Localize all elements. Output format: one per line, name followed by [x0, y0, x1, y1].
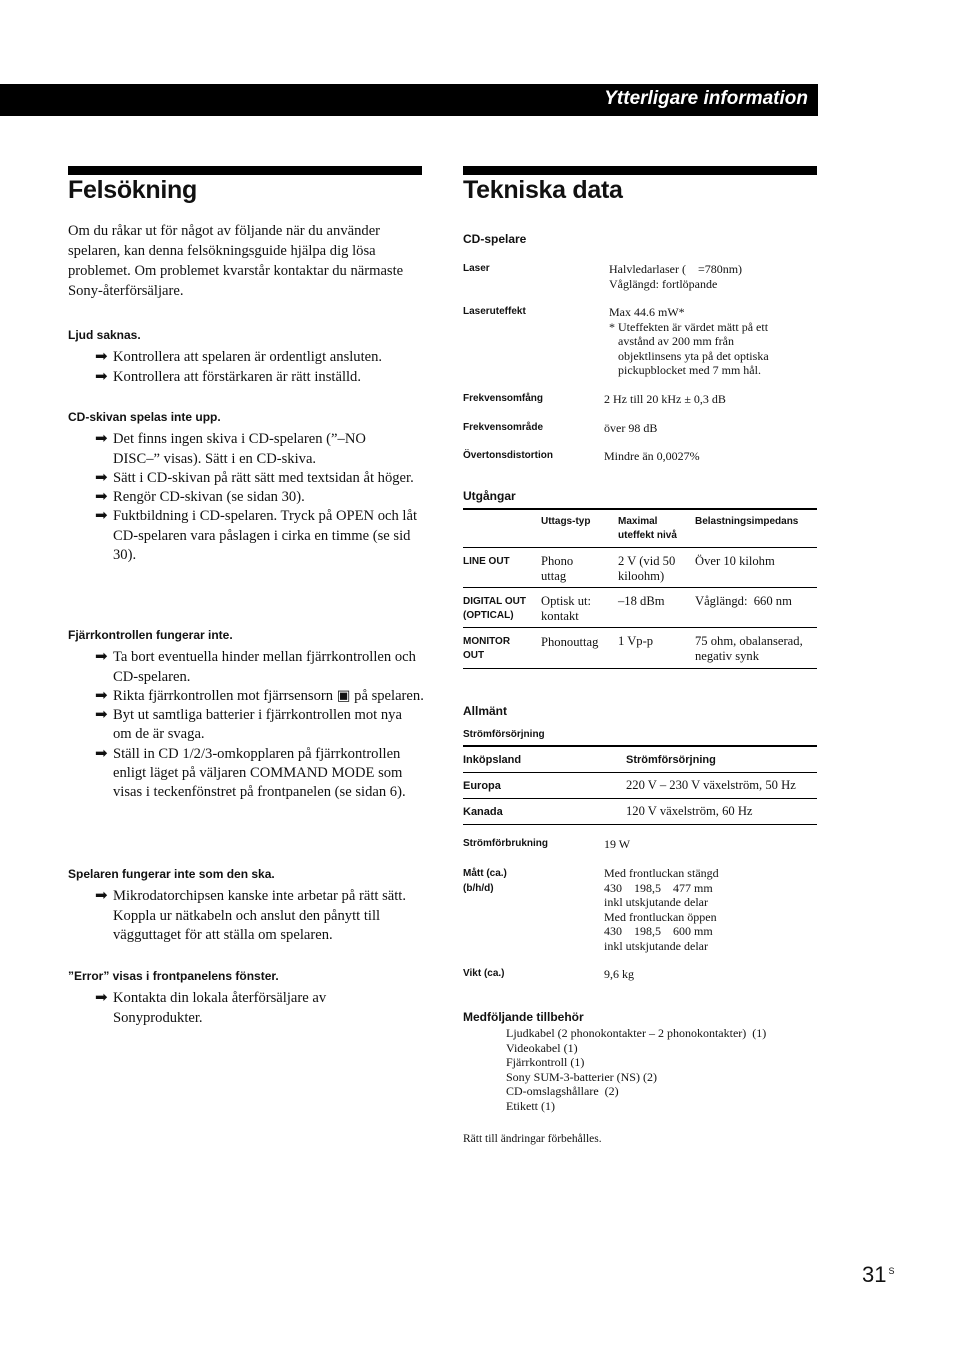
- spec-label: Frekvensomfång: [463, 393, 544, 404]
- list-item: ➡ Fuktbildning i CD-spelaren. Tryck på OPEN och låt CD-spelaren vara påslagen i cirka en timme (se sid 30).: [95, 508, 418, 564]
- table-cell: 120 V växelström, 60 Hz: [626, 804, 753, 818]
- table-cell: 2 V (vid 50 kiloohm): [618, 554, 676, 583]
- column-header: Inköpsland: [463, 754, 522, 766]
- list-item: ➡ Kontakta din lokala återförsäljare av Sonyprodukter.: [95, 990, 327, 1026]
- section-player-malfunction: [68, 865, 424, 945]
- table-cell: –18 dBm: [618, 594, 665, 608]
- section-remote-not-working: [68, 626, 424, 803]
- table-cell: LINE OUT: [463, 556, 510, 567]
- column-header: Maximal uteffekt nivå: [618, 516, 677, 541]
- troubleshooting-title: Felsökning: [68, 176, 197, 204]
- spec-label: Laser: [463, 263, 490, 274]
- list-item: ➡ Mikrodatorchipsen kanske inte arbetar på rätt sätt. Koppla ur nätkabeln och anslut den pånytt till vägguttaget för att ställa om spelaren.: [95, 888, 406, 943]
- table-rule: [463, 824, 817, 825]
- section-cd-not-playing: [68, 408, 424, 565]
- section-error-display: [68, 967, 424, 1028]
- table-rule: [463, 627, 817, 628]
- spec-label: Mått (ca.) (b/h/d): [463, 868, 507, 894]
- arrow-icon: ➡: [95, 990, 108, 1007]
- spec-value: Mindre än 0,0027%: [604, 449, 700, 463]
- arrow-icon: ➡: [95, 349, 108, 366]
- spec-label: Frekvensområde: [463, 422, 544, 433]
- left-title-rule: [68, 166, 422, 175]
- arrow-icon: ➡: [95, 469, 108, 486]
- table-cell: Optisk ut: kontakt: [541, 594, 592, 623]
- table-rule: [463, 772, 817, 773]
- list-item: ➡ Kontrollera att förstärkaren är rätt inställd.: [68, 368, 424, 387]
- table-rule: [463, 798, 817, 799]
- spec-label: Vikt (ca.): [463, 968, 505, 979]
- spec-value: 2 Hz till 20 kHz ± 0,3 dB: [604, 392, 726, 406]
- cd-player-heading: CD-spelare: [463, 232, 527, 246]
- spec-value: Med frontluckan stängd 430 198,5 477 mm inkl utskjutande delar Med frontluckan öppen 430 198,5 600 mm inkl utskjutande delar: [604, 866, 719, 953]
- spec-value: 19 W: [604, 837, 631, 851]
- banner-title: Ytterligare information: [604, 88, 808, 109]
- list-item: ➡ Rengör CD-skivan (se sidan 30).: [68, 488, 424, 507]
- spec-label: Laseruteffekt: [463, 306, 526, 317]
- arrow-icon: ➡: [95, 489, 108, 506]
- arrow-icon: ➡: [95, 368, 108, 385]
- spec-value: Halvledarlaser ( =780nm) Våglängd: fortlöpande: [609, 262, 743, 291]
- spec-value: över 98 dB: [604, 421, 658, 435]
- section-no-sound: [68, 326, 424, 387]
- table-cell: Phonouttag: [541, 635, 599, 649]
- section-heading: Fjärrkontrollen fungerar inte.: [68, 628, 233, 642]
- column-header: Strömförsörjning: [626, 754, 716, 766]
- table-cell: 1 Vp-p: [618, 634, 654, 648]
- outputs-heading: Utgångar: [463, 489, 516, 503]
- spec-label: Strömförbrukning: [463, 838, 548, 849]
- table-cell: Över 10 kilohm: [695, 554, 775, 568]
- right-title-rule: [463, 166, 817, 175]
- disclaimer-note: Rätt till ändringar förbehålles.: [463, 1133, 602, 1145]
- page-number: 31 $^S$: [862, 1262, 895, 1287]
- arrow-icon: ➡: [95, 707, 108, 724]
- power-supply-label: Strömförsörjning: [463, 729, 545, 740]
- spec-value: Max 44.6 mW* * Uteffekten är värdet mätt på ett avstånd av 200 mm från objektlinsens yta på det optiska pickupblocket med 7 mm hål.: [609, 305, 769, 377]
- arrow-icon: ➡: [95, 649, 108, 666]
- table-rule: [463, 587, 817, 588]
- table-cell: Phono uttag: [541, 554, 574, 583]
- list-item: ➡ Ställ in CD 1/2/3-omkopplaren på fjärrkontrollen enligt läget på väljaren COMMAND MODE som visas i teckenfönstret på frontpanelen (se sidan 6).: [95, 745, 406, 801]
- section-heading: Spelaren fungerar inte som den ska.: [68, 867, 275, 881]
- accessories-heading: Medföljande tillbehör: [463, 1010, 584, 1024]
- arrow-icon: ➡: [95, 508, 108, 525]
- accessories-list: Ljudkabel (2 phonokontakter – 2 phonokontakter) (1) Videokabel (1) Fjärrkontroll (1) Sony SUM-3-batterier (NS) (2) CD-omslagshållare (2) Etikett (1): [506, 1026, 767, 1113]
- section-heading: ”Error” visas i frontpanelens fönster.: [68, 969, 279, 983]
- table-cell: Europa: [463, 780, 501, 792]
- arrow-icon: ➡: [95, 687, 108, 704]
- table-cell: 75 ohm, obalanserad, negativ synk: [695, 634, 803, 663]
- list-item: ➡ Byt ut samtliga batterier i fjärrkontrollen mot nya om de är svaga.: [95, 707, 402, 743]
- table-rule: [463, 547, 817, 548]
- arrow-icon: ➡: [95, 431, 108, 448]
- list-item: ➡ Rikta fjärrkontrollen mot fjärrsensorn ▣ på spelaren.: [68, 687, 424, 706]
- arrow-icon: ➡: [95, 745, 108, 762]
- general-heading: Allmänt: [463, 704, 508, 718]
- table-cell: Våglängd: 660 nm: [695, 594, 792, 608]
- table-rule: [463, 508, 817, 510]
- page-suffix: S: [888, 1266, 895, 1276]
- arrow-icon: ➡: [95, 888, 108, 905]
- spec-label: Övertonsdistortion: [463, 450, 554, 461]
- column-header: Uttags-typ: [541, 516, 591, 527]
- table-cell: MONITOR OUT: [463, 636, 511, 661]
- table-cell: Kanada: [463, 806, 503, 818]
- table-cell: DIGITAL OUT (OPTICAL): [463, 596, 526, 621]
- section-banner: [0, 84, 818, 116]
- table-rule: [463, 668, 817, 669]
- section-heading: CD-skivan spelas inte upp.: [68, 410, 221, 424]
- list-item: ➡ Ta bort eventuella hinder mellan fjärrkontrollen och CD-spelaren.: [95, 649, 416, 685]
- spec-value: 9,6 kg: [604, 967, 634, 981]
- table-rule: [463, 745, 817, 747]
- list-item: ➡ Kontrollera att spelaren är ordentligt ansluten.: [68, 348, 424, 367]
- list-item: ➡ Sätt i CD-skivan på rätt sätt med textsidan åt höger.: [68, 469, 424, 488]
- specifications-title: Tekniska data: [463, 176, 623, 204]
- column-header: Belastningsimpedans: [695, 516, 799, 527]
- intro-text: Om du råkar ut för något av följande när du använder spelaren, kan denna felsökningsguide hjälpa dig lösa problemet. Om problemet kvarstår kontaktar du närmaste Sony-återförsäljare.: [68, 223, 404, 299]
- list-item: ➡ Det finns ingen skiva i CD-spelaren (”–NO DISC–” visas). Sätt i en CD-skiva.: [95, 431, 366, 467]
- table-cell: 220 V – 230 V växelström, 50 Hz: [626, 778, 796, 792]
- section-heading: Ljud saknas.: [68, 328, 141, 342]
